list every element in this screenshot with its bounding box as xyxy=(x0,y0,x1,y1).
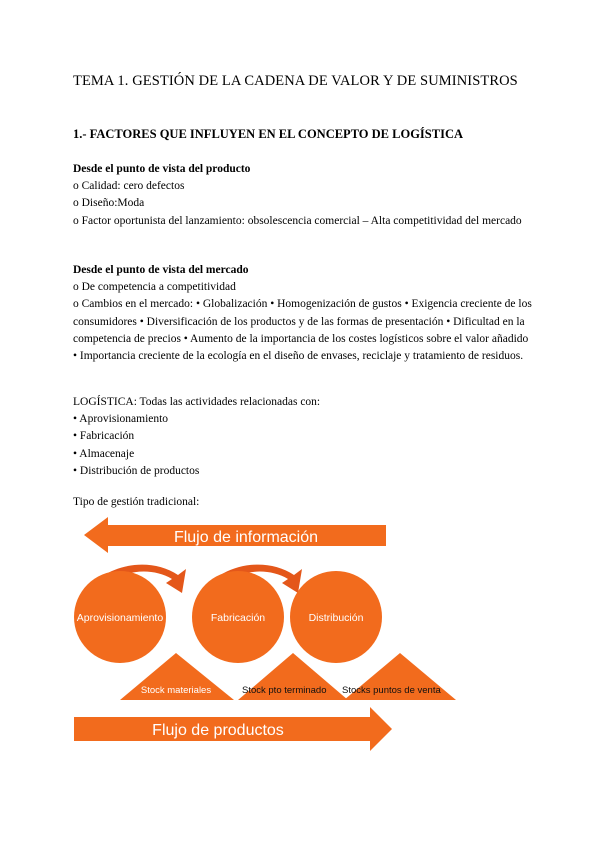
supply-chain-diagram xyxy=(68,513,460,761)
logistica-item: • Distribución de productos xyxy=(73,464,200,477)
mercado-block xyxy=(73,262,533,365)
mercado-heading: Desde el punto de vista del mercado xyxy=(73,264,249,276)
flujo-productos-label: Flujo de productos xyxy=(152,722,284,739)
logistica-block xyxy=(73,394,533,480)
stock-terminado-label: Stock pto terminado xyxy=(242,685,327,696)
section-title: 1.- FACTORES QUE INFLUYEN EN EL CONCEPTO DE LOGÍSTICA xyxy=(73,127,464,141)
producto-item: o Factor oportunista del lanzamiento: obsolescencia comercial – Alta competitividad del mercado xyxy=(73,214,522,227)
aprovisionamiento-label: Aprovisionamiento xyxy=(76,612,164,624)
logistica-item: • Almacenaje xyxy=(73,447,135,460)
flujo-informacion-label: Flujo de información xyxy=(173,529,319,546)
distribucion-label: Distribución xyxy=(308,612,364,624)
mercado-item: o Cambios en el mercado: • Globalización • Homogenización de gustos • Exigencia creciente de los consumidores • Diversificación de los productos y de las formas de presentación • Dificultad en la competencia de precios • Aumento de la importancia de los costes logísticos sobre el valor añadido • Importancia creciente de la ecología en el diseño de envases, reciclaje y tratamiento de residuos. xyxy=(73,298,532,363)
producto-heading: Desde el punto de vista del producto xyxy=(73,163,251,175)
tipo-gestion-label: Tipo de gestión tradicional: xyxy=(73,496,200,508)
logistica-intro: LOGÍSTICA: Todas las actividades relacionadas con: xyxy=(73,396,321,408)
document-title: TEMA 1. GESTIÓN DE LA CADENA DE VALOR Y DE SUMINISTROS xyxy=(73,73,518,89)
fabricacion-label: Fabricación xyxy=(210,612,266,624)
mercado-item: o De competencia a competitividad xyxy=(73,281,236,294)
tipo-gestion-block xyxy=(73,494,533,511)
producto-item: o Calidad: cero defectos xyxy=(73,180,185,193)
stock-venta-label: Stocks puntos de venta xyxy=(342,685,441,696)
logistica-item: • Fabricación xyxy=(73,430,135,443)
stock-materiales-label: Stock materiales xyxy=(140,685,212,696)
producto-item: o Diseño:Moda xyxy=(73,197,145,210)
producto-block xyxy=(73,161,533,230)
logistica-item: • Aprovisionamiento xyxy=(73,413,169,426)
